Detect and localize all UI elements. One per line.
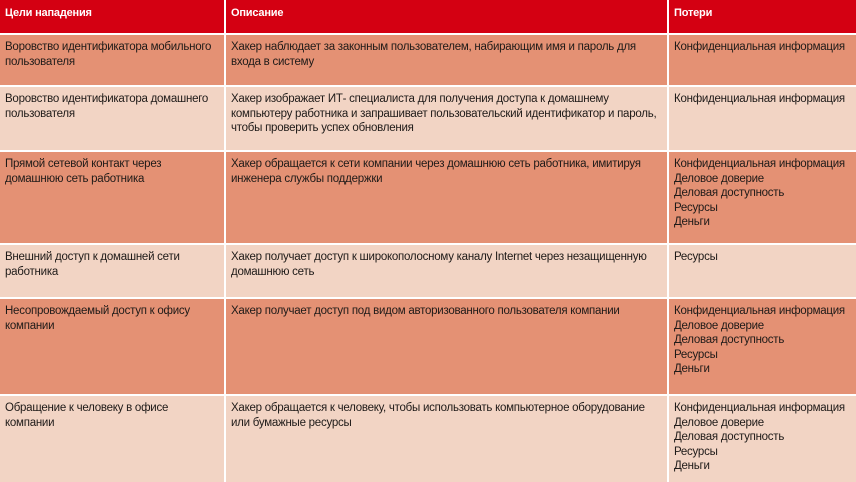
description-cell: Хакер наблюдает за законным пользователем, набирающим имя и пароль для входа в систему: [226, 35, 667, 85]
loss-item: Ресурсы: [674, 251, 718, 263]
losses-list: [674, 157, 853, 230]
header-description: Описание: [226, 0, 667, 33]
loss-item: Деловая доступность: [674, 334, 785, 346]
description-cell: Хакер изображает ИТ- специалиста для получения доступа к домашнему компьютеру работника и запрашивает пользовательский идентификатор и пароль, чтобы проверить успех обновления: [226, 87, 667, 150]
header-losses: Потери: [669, 0, 856, 33]
target-cell: Внешний доступ к домашней сети работника: [0, 245, 224, 297]
description-cell: Хакер обращается к человеку, чтобы использовать компьютерное оборудование или бумажные ресурсы: [226, 396, 667, 482]
target-cell: Воровство идентификатора домашнего пользователя: [0, 87, 224, 150]
description-cell: Хакер обращается к сети компании через домашнюю сеть работника, имитируя инженера службы поддержки: [226, 152, 667, 243]
loss-item: Конфиденциальная информация: [674, 93, 845, 105]
losses-cell: [669, 87, 856, 150]
loss-item: Деньги: [674, 460, 710, 472]
losses-cell: [669, 35, 856, 85]
losses-list: [674, 250, 853, 265]
loss-item: Деньги: [674, 363, 710, 375]
loss-item: Деловое доверие: [674, 172, 764, 185]
losses-list: [674, 401, 853, 474]
loss-item: Ресурсы: [674, 201, 718, 214]
loss-item: Конфиденциальная информация: [674, 402, 845, 414]
losses-cell: [669, 152, 856, 243]
losses-cell: [669, 396, 856, 482]
loss-item: Деловая доступность: [674, 431, 785, 443]
loss-item: Ресурсы: [674, 348, 718, 361]
losses-list: [674, 92, 853, 107]
loss-item: Деловое доверие: [674, 416, 764, 429]
losses-list: [674, 304, 853, 377]
loss-item: Конфиденциальная информация: [674, 305, 845, 317]
target-cell: Прямой сетевой контакт через домашнюю сеть работника: [0, 152, 224, 243]
description-cell: Хакер получает доступ под видом авторизованного пользователя компании: [226, 299, 667, 394]
loss-item: Деньги: [674, 216, 710, 228]
losses-cell: [669, 245, 856, 297]
losses-list: [674, 40, 853, 55]
header-targets: Цели нападения: [0, 0, 224, 33]
losses-cell: [669, 299, 856, 394]
loss-item: Конфиденциальная информация: [674, 158, 845, 170]
description-cell: Хакер получает доступ к широкополосному каналу Internet через незащищенную домашнюю сеть: [226, 245, 667, 297]
target-cell: Обращение к человеку в офисе компании: [0, 396, 224, 482]
target-cell: Воровство идентификатора мобильного пользователя: [0, 35, 224, 85]
loss-item: Конфиденциальная информация: [674, 41, 845, 53]
target-cell: Несопровождаемый доступ к офису компании: [0, 299, 224, 394]
loss-item: Ресурсы: [674, 445, 718, 458]
loss-item: Деловое доверие: [674, 319, 764, 332]
loss-item: Деловая доступность: [674, 187, 785, 199]
